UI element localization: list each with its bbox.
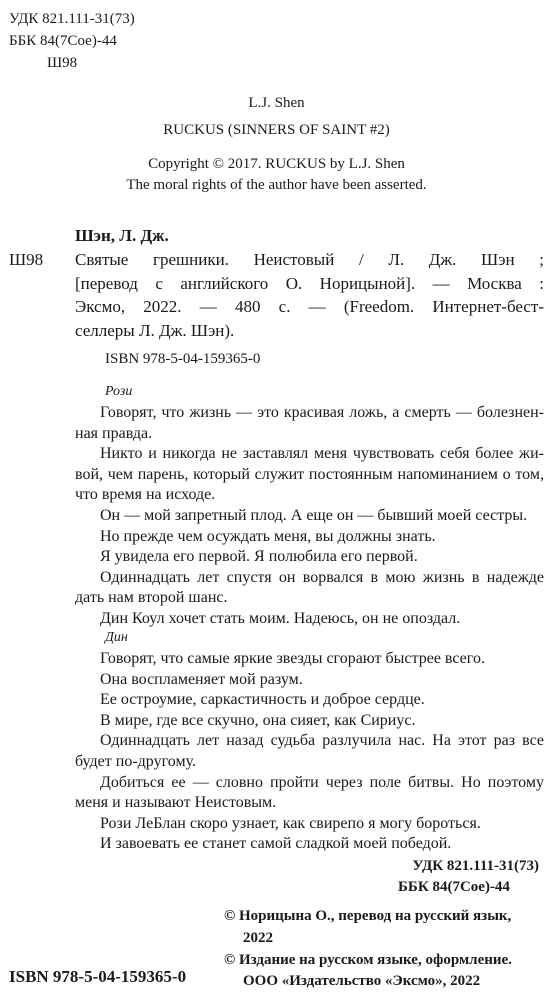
rights-line: The moral rights of the author have been asserted.	[126, 177, 427, 193]
rosie-line: Одиннадцать лет спустя он ворвался в мою жизнь в надежде	[100, 568, 544, 586]
copyright-translation: © Норицына О., перевод на русский язык,	[224, 908, 512, 924]
dean-line: Ее остроумие, саркастичность и доброе сердце.	[100, 691, 425, 709]
rosie-line: вой, чем парень, который служит постоянным напоминанием о том,	[75, 465, 544, 483]
original-author: L.J. Shen	[248, 95, 305, 111]
dean-text	[75, 649, 544, 855]
card-isbn: ISBN 978-5-04-159365-0	[105, 351, 261, 367]
dean-line: Она воспламеняет мой разум.	[100, 670, 303, 688]
copyright-edition-publisher: ООО «Издательство «Эксмо», 2022	[243, 973, 481, 989]
dean-line: И завоевать ее станет самой сладкой моей победой.	[100, 835, 452, 853]
rosie-line: Никто и никогда не заставлял меня чувствовать себя более жи-	[100, 445, 544, 463]
dean-line: Одиннадцать лет назад судьба разлучила нас. На этот раз все	[100, 732, 544, 750]
rosie-line: Он — мой запретный плод. А еще он — бывший моей сестры.	[100, 506, 528, 524]
rosie-line: что время на исходе.	[75, 486, 216, 504]
author-mark: Ш98	[47, 55, 78, 71]
rosie-line: Но прежде чем осуждать меня, вы должны знать.	[100, 527, 436, 545]
rosie-heading: Рози	[105, 384, 133, 399]
card-author-heading: Шэн, Л. Дж.	[75, 226, 169, 245]
card-mark: Ш98	[9, 250, 44, 269]
dean-line: будет по-другому.	[75, 752, 196, 770]
rosie-line: Я увидела его первой. Я полюбила его первой.	[100, 548, 418, 566]
card-line: Эксмо, 2022. — 480 с. — (Freedom. Интернет-бест-	[75, 297, 544, 316]
rosie-line: Говорят, что жизнь — это красивая ложь, а смерть — болезнен-	[100, 404, 544, 421]
original-title: RUCKUS (SINNERS OF SAINT #2)	[163, 122, 390, 138]
copyright-line: Copyright © 2017. RUCKUS by L.J. Shen	[148, 156, 405, 172]
card-line: [перевод с английского О. Норицыной]. — Москва :	[75, 273, 544, 293]
copyright-edition: © Издание на русском языке, оформление.	[224, 952, 512, 968]
dean-line: Рози ЛеБлан скоро узнает, как свирепо я могу бороться.	[100, 814, 481, 832]
udk-code: УДК 821.111-31(73)	[9, 11, 135, 27]
bbk-code: ББК 84(7Сое)-44	[9, 33, 117, 49]
footer-isbn: ISBN 978-5-04-159365-0	[9, 967, 187, 986]
rosie-text	[75, 403, 544, 630]
rosie-line: Дин Коул хочет стать моим. Надеюсь, он не опоздал.	[100, 609, 461, 627]
rosie-line: ная правда.	[75, 424, 153, 442]
footer-bbk: ББК 84(7Сое)-44	[398, 879, 510, 895]
dean-line: В мире, где все скучно, она сияет, как Сириус.	[100, 711, 416, 729]
card-description	[75, 248, 544, 342]
copyright-translation-year: 2022	[243, 930, 273, 946]
dean-line: Говорят, что самые яркие звезды сгорают быстрее всего.	[100, 650, 485, 667]
dean-heading: Дин	[105, 630, 128, 645]
dean-line: Добиться ее — словно пройти через поле битвы. Но поэтому	[100, 773, 544, 791]
rosie-line: дать нам второй шанс.	[75, 589, 228, 607]
dean-line: меня и называют Неистовым.	[75, 794, 277, 812]
card-line: селлеры Л. Дж. Шэн).	[75, 320, 235, 340]
footer-udk: УДК 821.111-31(73)	[412, 858, 539, 874]
card-line: Святые грешники. Неистовый / Л. Дж. Шэн ;	[75, 250, 544, 269]
